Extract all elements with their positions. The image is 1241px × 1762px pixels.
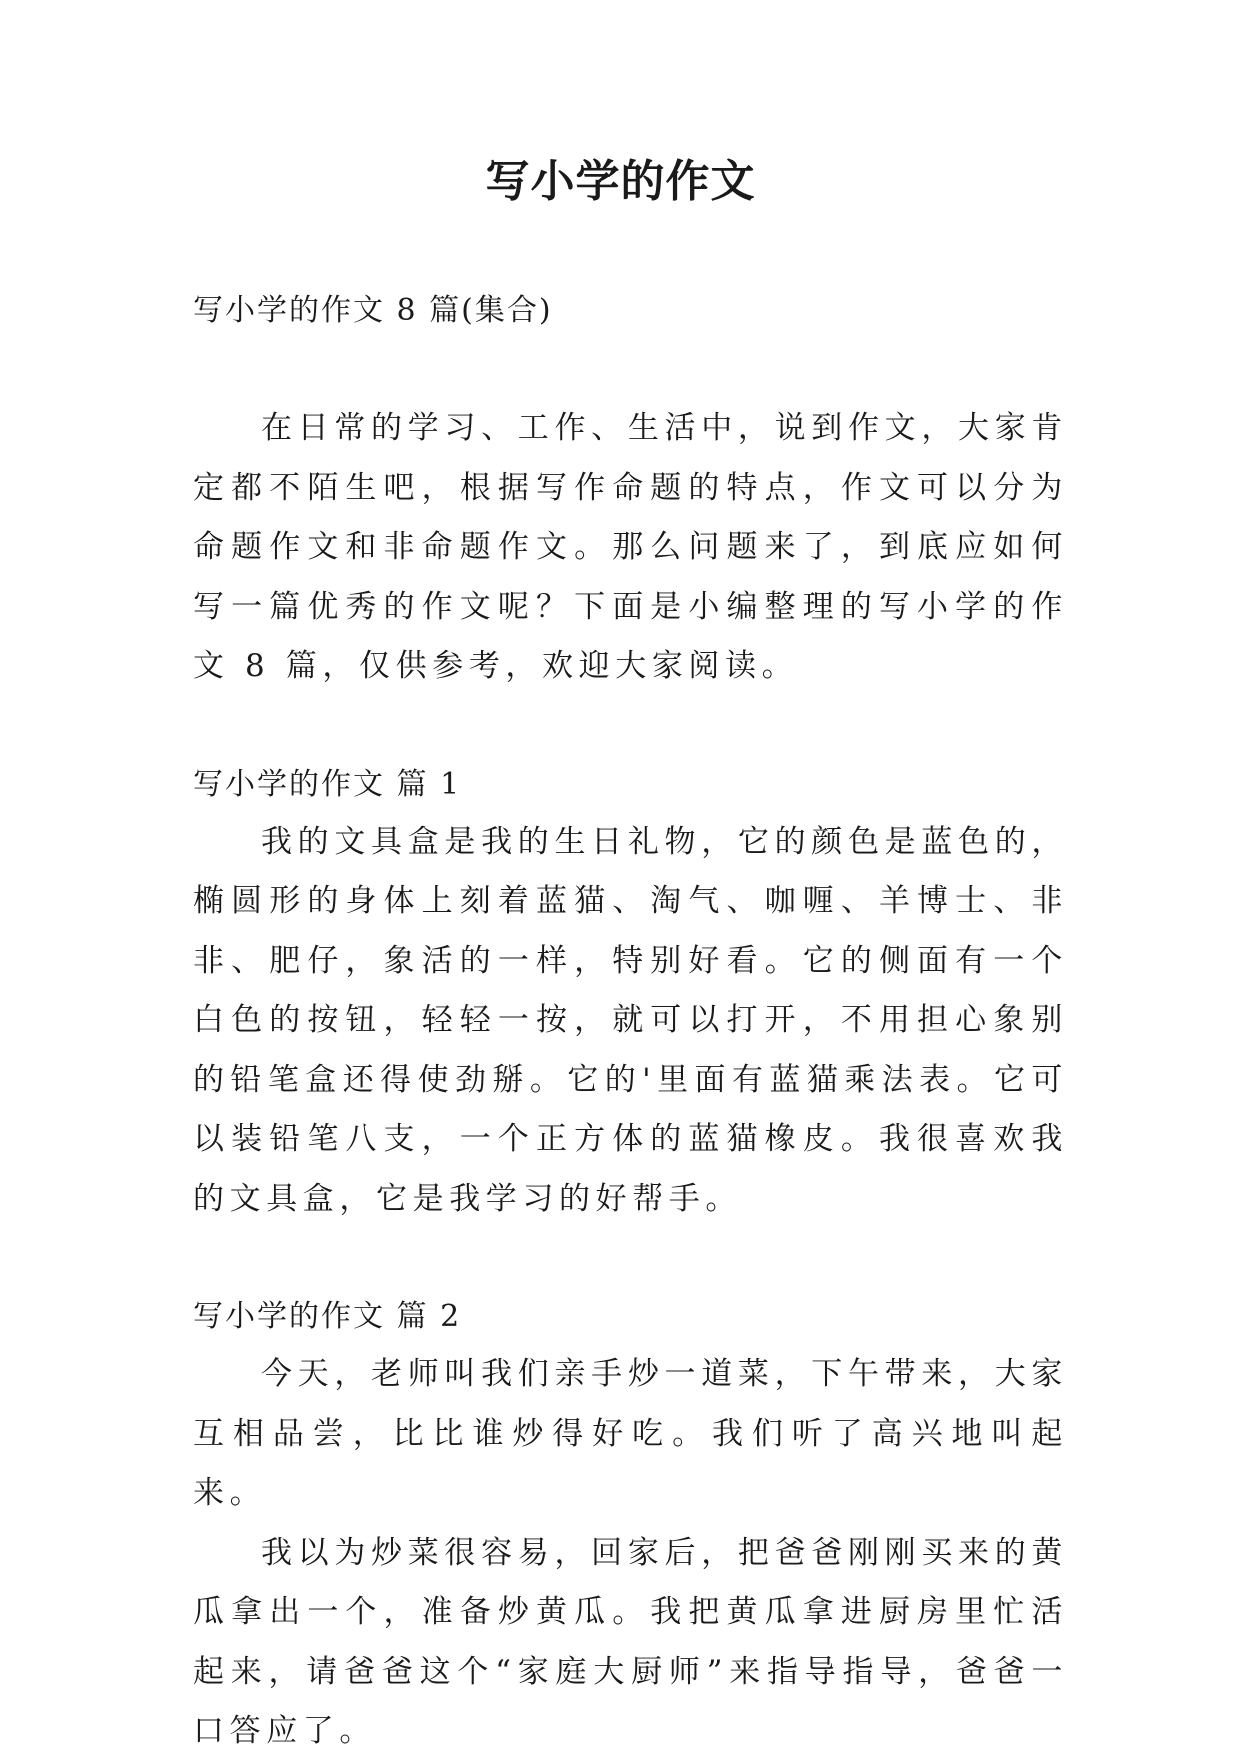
section-heading: 写小学的作文 篇 1 xyxy=(193,766,462,802)
section-paragraph: 我的文具盒是我的生日礼物，它的颜色是蓝色的，椭圆形的身体上刻着蓝猫、淘气、咖喱、羊博士、非非、肥仔，象活的一样，特别好看。它的侧面有一个白色的按钮，轻轻一按，就可以打开，不用担心象别的铅笔盒还得使劲掰。它的'里面有蓝猫乘法表。它可以装铅笔八支，一个正方体的蓝猫橡皮。我很喜欢我的文具盒，它是我学习的好帮手。 xyxy=(193,823,1068,1217)
document-subtitle: 写小学的作文 8 篇(集合) xyxy=(193,293,553,328)
intro-paragraph: 在日常的学习、工作、生活中，说到作文，大家肯定都不陌生吧，根据写作命题的特点，作文可以分为命题作文和非命题作文。那么问题来了，到底应如何写一篇优秀的作文呢？下面是小编整理的写小学的作文 8 篇，仅供参考，欢迎大家阅读。 xyxy=(193,410,1068,684)
document-title: 写小学的作文 xyxy=(485,156,756,207)
section-paragraph: 我以为炒菜很容易，回家后，把爸爸刚刚买来的黄瓜拿出一个，准备炒黄瓜。我把黄瓜拿进厨房里忙活起来，请爸爸这个“家庭大厨师”来指导指导，爸爸一口答应了。 xyxy=(193,1534,1068,1749)
section-heading: 写小学的作文 篇 2 xyxy=(193,1299,462,1334)
section-paragraph: 今天，老师叫我们亲手炒一道菜，下午带来，大家互相品尝，比比谁炒得好吃。我们听了高兴地叫起来。 xyxy=(193,1356,1068,1511)
section-1 xyxy=(193,757,1068,1230)
section-2 xyxy=(193,1289,1068,1762)
document-body xyxy=(193,282,1068,1762)
